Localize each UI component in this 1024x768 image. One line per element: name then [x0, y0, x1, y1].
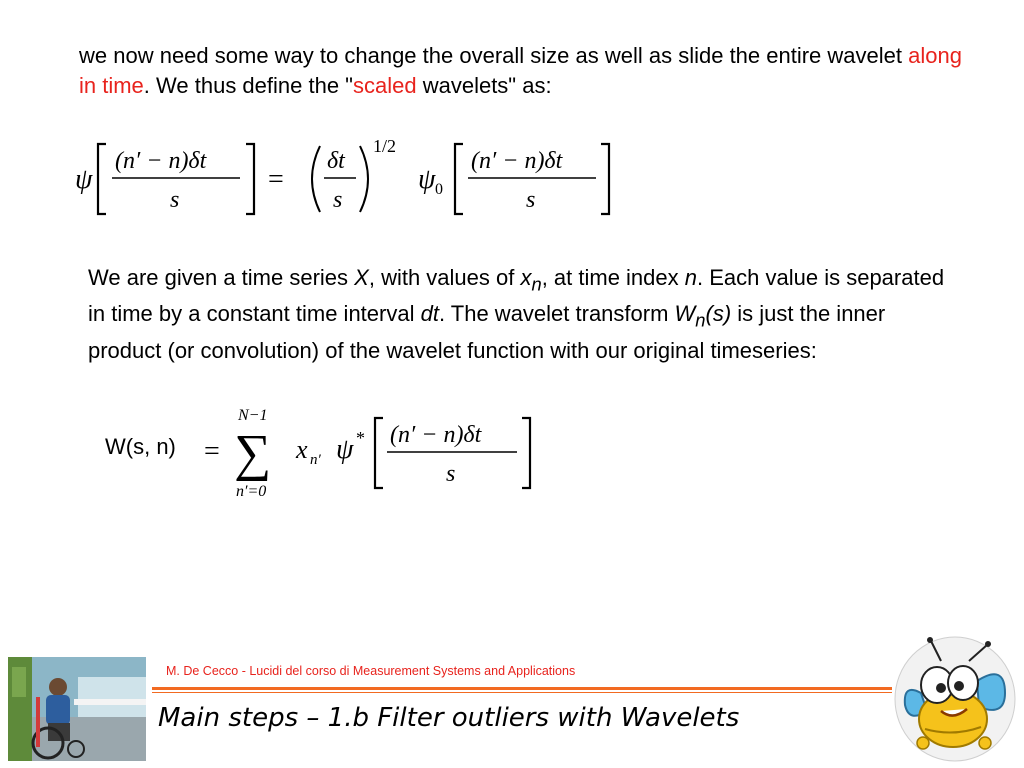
- formula1-equals: =: [268, 164, 284, 195]
- formula2-sigma: ∑: [234, 425, 272, 482]
- formula2-sum-upper: N−1: [238, 407, 268, 424]
- formula1-bracket-right: [246, 144, 254, 214]
- time-series-paragraph: [88, 263, 948, 366]
- para2-text-3: , at time index: [541, 265, 685, 290]
- formula1-numerator2: (n′ − n)δt: [471, 148, 563, 174]
- footer-photo: [8, 657, 146, 761]
- formula1-psi: ψ: [75, 164, 93, 195]
- formula2-equals: =: [204, 436, 220, 467]
- para2-text-2: , with values of: [368, 265, 521, 290]
- para2-text-1: We are given a time series: [88, 265, 355, 290]
- formula2-bracket-right: [522, 418, 530, 488]
- formula1-bracket-left: [98, 144, 106, 214]
- para2-X: X: [354, 265, 369, 290]
- slide-title: Main steps – 1.b Filter outliers with Wavelets: [158, 703, 740, 733]
- footer-credit: M. De Cecco - Lucidi del corso di Measurement Systems and Applications: [166, 664, 576, 678]
- wavelet-transform-formula: [200, 400, 540, 505]
- intro-text-1: we now need some way to change the overall size as well as slide the entire wavelet: [79, 43, 909, 68]
- formula1-exponent: 1/2: [373, 136, 397, 156]
- para2-s: (s): [705, 301, 732, 327]
- para2-n: n: [684, 265, 698, 290]
- formula1-denominator2: s: [526, 187, 536, 213]
- formula1-frac-den: s: [333, 187, 343, 213]
- formula1-denominator: s: [170, 187, 180, 213]
- formula1-psi0-subscript: 0: [435, 181, 443, 198]
- formula1-frac-num: δt: [327, 148, 345, 174]
- intro-text-2: . We thus define the ": [143, 73, 353, 98]
- para2-text-5: . The wavelet transform: [438, 301, 675, 327]
- wavelet-transform-label: W(s, n): [105, 434, 176, 459]
- footer-divider-thin: [152, 692, 892, 693]
- formula1-psi0: ψ: [418, 164, 436, 195]
- intro-highlight-along-in-time: along in time: [79, 43, 962, 98]
- scaled-wavelet-formula: [70, 130, 630, 225]
- para2-x-subscript: n: [531, 273, 542, 295]
- formula1-bracket2-right: [601, 144, 609, 214]
- formula2-denominator: s: [446, 461, 456, 487]
- para2-x: x: [520, 265, 532, 290]
- formula2-numerator: (n′ − n)δt: [390, 422, 482, 448]
- intro-highlight-scaled: scaled: [353, 73, 417, 98]
- intro-paragraph: [79, 41, 979, 101]
- formula1-paren-left: [312, 146, 320, 212]
- intro-text-3: wavelets" as:: [416, 73, 552, 98]
- footer-divider-thick: [152, 687, 892, 690]
- formula1-bracket2-left: [455, 144, 463, 214]
- formula2-x: x: [296, 435, 308, 464]
- formula2-psi: ψ: [336, 434, 354, 465]
- formula2-sum-lower: n′=0: [236, 483, 267, 500]
- para2-text-6: is just the inner product (or convolution) of the wavelet function with our original timeseries:: [88, 301, 886, 363]
- para2-W-subscript: n: [695, 309, 706, 331]
- formula2-x-subscript: n′: [310, 452, 321, 468]
- formula2-bracket-left: [375, 418, 383, 488]
- para2-W: W: [674, 301, 696, 327]
- formula1-paren-right: [360, 146, 368, 212]
- para2-dt: dt: [420, 301, 439, 327]
- mascot-logo: [893, 633, 1017, 763]
- formula1-numerator: (n′ − n)δt: [115, 148, 207, 174]
- para2-text-4: . Each value is separated in time by a constant time interval: [88, 265, 945, 327]
- formula2-psi-star: *: [356, 428, 365, 448]
